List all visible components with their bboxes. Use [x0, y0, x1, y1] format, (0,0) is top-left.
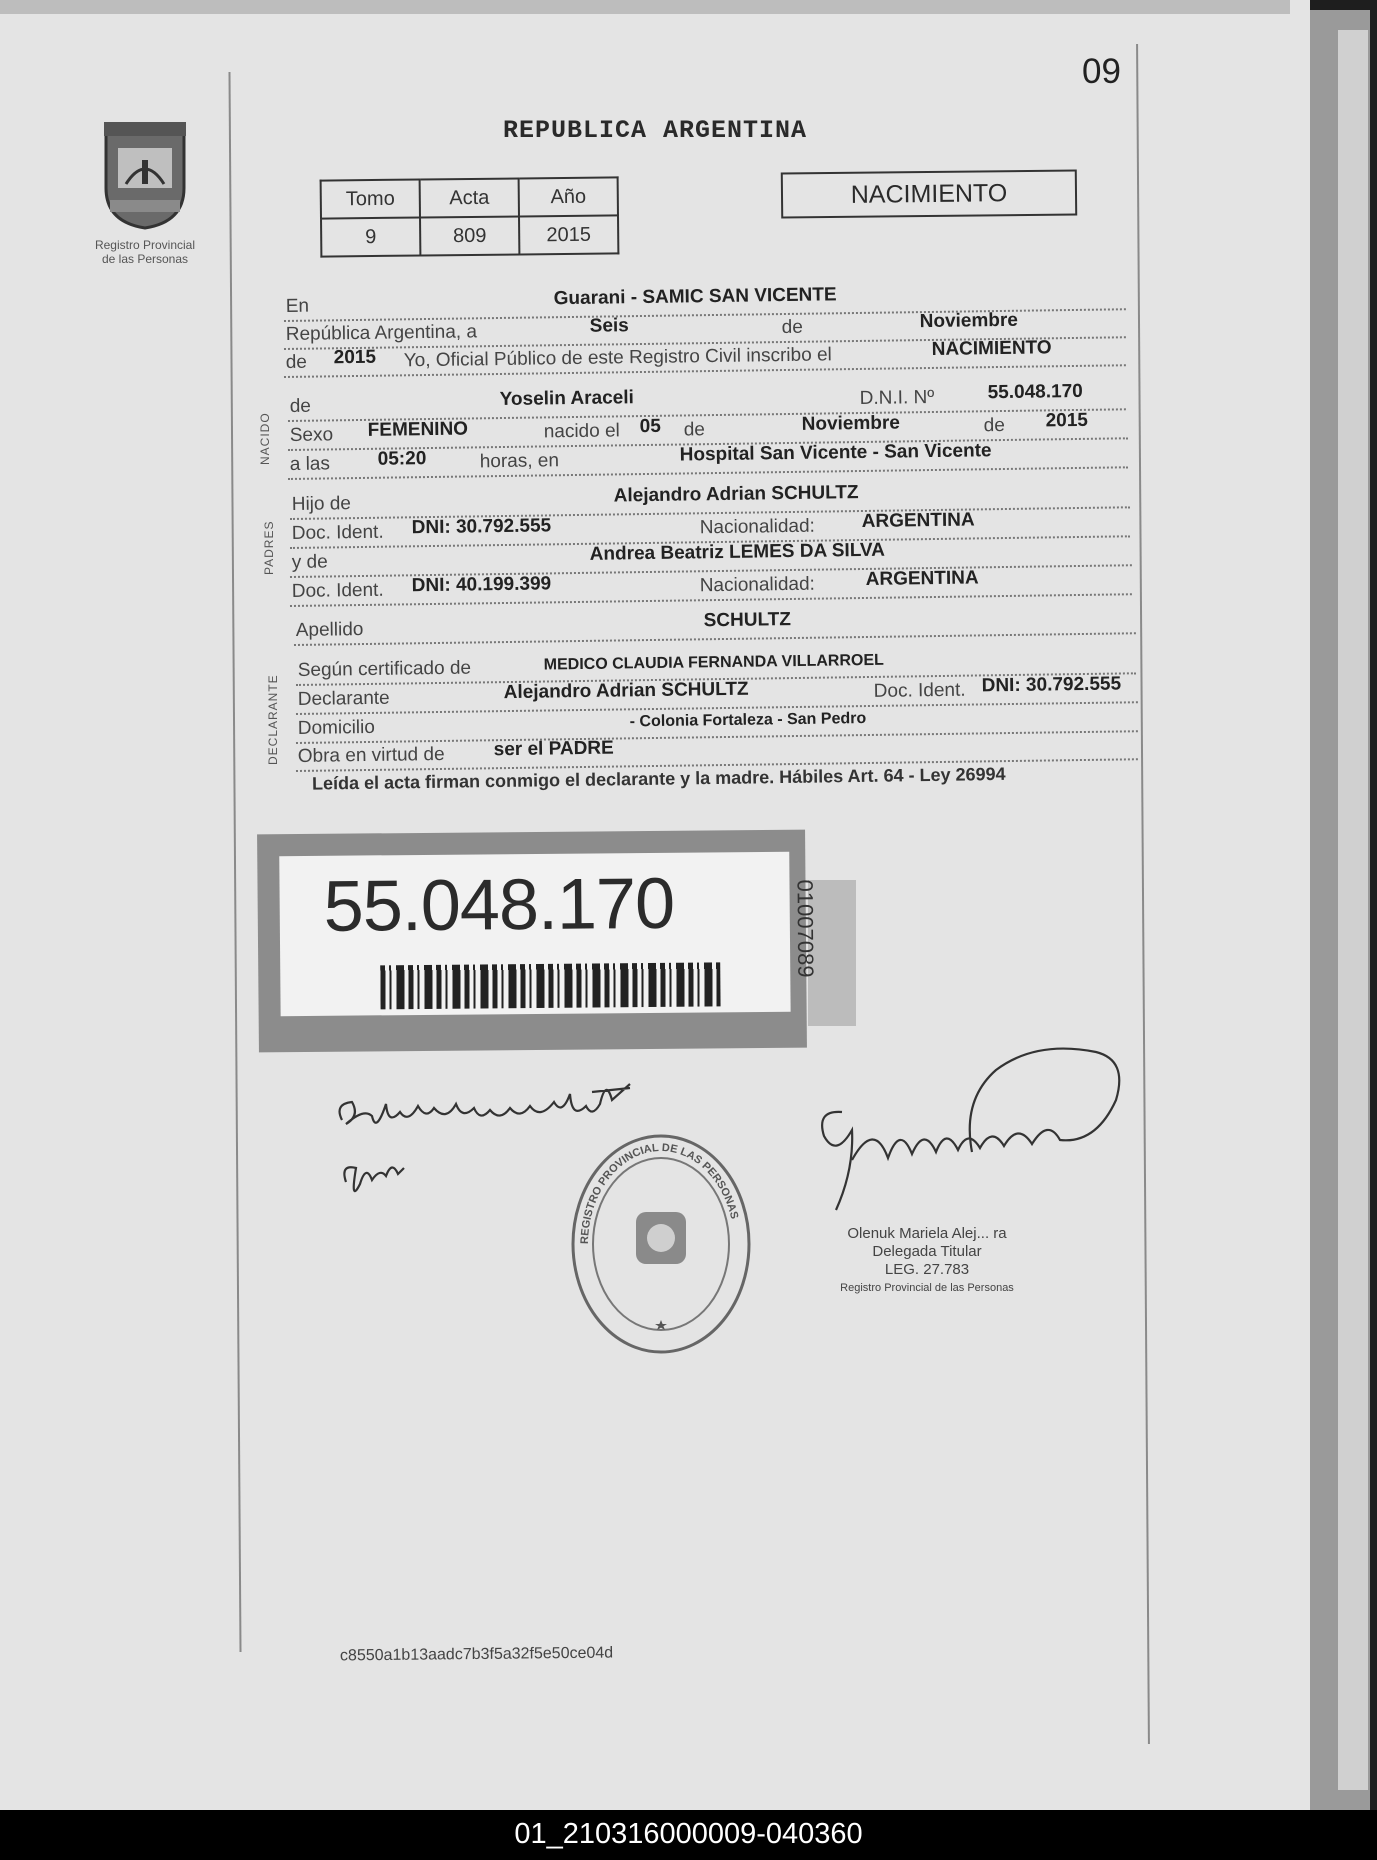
official-role: Delegada Titular	[872, 1243, 982, 1260]
label-a-las: a las	[289, 453, 331, 475]
label-dni: D.N.I. Nº	[859, 386, 935, 410]
registry-caption-line-2: de las Personas	[101, 252, 189, 266]
value-mes: Noviembre	[919, 309, 1019, 333]
value-nac-dia: 05	[639, 415, 661, 438]
table-header-anio: Año	[519, 177, 618, 216]
official-signature-block	[812, 1225, 1042, 1297]
value-madre-nac: ARGENTINA	[865, 567, 979, 590]
label-de-4: de	[683, 419, 706, 441]
side-label-nacido: NACIDO	[258, 412, 272, 465]
value-nac-anio: 2015	[1045, 409, 1089, 432]
value-apellido: SCHULTZ	[703, 609, 792, 632]
label-horas-en: horas, en	[479, 450, 560, 473]
label-sexo: Sexo	[289, 424, 334, 446]
sticker-label	[279, 852, 790, 1016]
value-anio: 2015	[333, 346, 377, 369]
value-obra: ser el PADRE	[493, 737, 614, 761]
label-doc-ident-madre: Doc. Ident.	[291, 579, 384, 602]
label-republica: República Argentina, a	[285, 321, 478, 345]
seal-text: REGISTRO PROVINCIAL DE LAS PERSONAS	[578, 1141, 741, 1245]
value-padre-nac: ARGENTINA	[861, 509, 975, 533]
record-type-box: NACIMIENTO	[781, 169, 1077, 218]
side-label-declarante: DECLARANTE	[266, 674, 280, 765]
label-doc-ident-padre: Doc. Ident.	[291, 521, 384, 544]
document-hash: c8550a1b13aadc7b3f5a32f5e50ce04d	[339, 1644, 614, 1665]
value-dia: Seis	[589, 315, 629, 337]
side-label-padres: PADRES	[262, 520, 276, 575]
value-madre-doc: DNI: 40.199.399	[411, 573, 552, 597]
official-name: Olenuk Mariela Alej... ra	[847, 1225, 1007, 1242]
value-padre-doc: DNI: 30.792.555	[411, 515, 552, 539]
value-declarante-doc: DNI: 30.792.555	[981, 673, 1122, 697]
adjacent-sheet-edge	[1338, 30, 1368, 1790]
value-padre: Alejandro Adrian SCHULTZ	[613, 482, 859, 507]
label-hijo-de: Hijo de	[291, 493, 352, 515]
value-lugar-nac: Hospital San Vicente - San Vicente	[679, 440, 992, 466]
label-declarante: Declarante	[297, 687, 390, 710]
value-hora: 05:20	[377, 448, 427, 470]
label-domicilio: Domicilio	[297, 716, 376, 739]
footer-label: 01_210316000009-040360	[514, 1818, 863, 1850]
label-doc-ident-declarante: Doc. Ident.	[873, 679, 966, 702]
value-sexo: FEMENINO	[367, 418, 469, 441]
label-apellido: Apellido	[295, 619, 364, 641]
label-nacionalidad-padre: Nacionalidad:	[699, 515, 816, 539]
label-segun: Según certificado de	[297, 657, 472, 681]
label-de-5: de	[983, 414, 1006, 437]
table-value-anio: 2015	[519, 215, 618, 254]
row-apellido	[294, 604, 1136, 646]
value-tipo: NACIMIENTO	[931, 337, 1052, 360]
value-dni: 55.048.170	[987, 380, 1083, 404]
value-nac-mes: Noviembre	[801, 412, 901, 435]
value-nombre: Yoselin Araceli	[499, 387, 634, 411]
label-en: En	[285, 295, 310, 317]
official-signature	[796, 1040, 1136, 1240]
dni-sticker	[257, 830, 819, 1053]
barcode-icon	[380, 962, 720, 1009]
value-declarante: Alejandro Adrian SCHULTZ	[503, 678, 749, 704]
official-leg: LEG. 27.783	[884, 1261, 970, 1278]
label-obra: Obra en virtud de	[297, 743, 445, 767]
value-certificado: MEDICO CLAUDIA FERNANDA VILLARROEL	[543, 651, 884, 674]
closing-statement: Leída el acta firman conmigo el declarante y la madre. Hábiles Art. 64 - Ley 26994	[311, 763, 1006, 794]
label-de-1: de	[781, 316, 804, 339]
label-nacionalidad-madre: Nacionalidad:	[699, 573, 816, 597]
value-lugar: Guarani - SAMIC SAN VICENTE	[553, 284, 837, 310]
label-yo: Yo, Oficial Público de este Registro Civil inscribo el	[403, 344, 832, 372]
registry-seal-stamp	[566, 1124, 756, 1364]
value-madre: Andrea Beatriz LEMES DA SILVA	[589, 539, 886, 565]
value-domicilio: - Colonia Fortaleza - San Pedro	[629, 710, 867, 731]
official-registry: Registro Provincial de las Personas	[840, 1282, 1014, 1294]
sticker-number: 55.048.170	[323, 863, 675, 947]
sticker-serial: 01007089	[792, 879, 819, 978]
label-de-3: de	[289, 395, 312, 417]
label-nacido-el: nacido el	[543, 420, 620, 443]
label-y-de: y de	[291, 551, 328, 573]
country-title: REPUBLICA ARGENTINA	[503, 116, 808, 145]
table-header-tomo: Tomo	[321, 180, 420, 219]
table-value-acta: 809	[420, 216, 519, 255]
label-de-2: de	[285, 351, 308, 373]
table-header-acta: Acta	[420, 178, 519, 217]
table-value-tomo: 9	[321, 218, 420, 257]
page-number: 09	[1082, 52, 1121, 91]
registry-caption-line-1: Registro Provincial	[94, 238, 196, 252]
